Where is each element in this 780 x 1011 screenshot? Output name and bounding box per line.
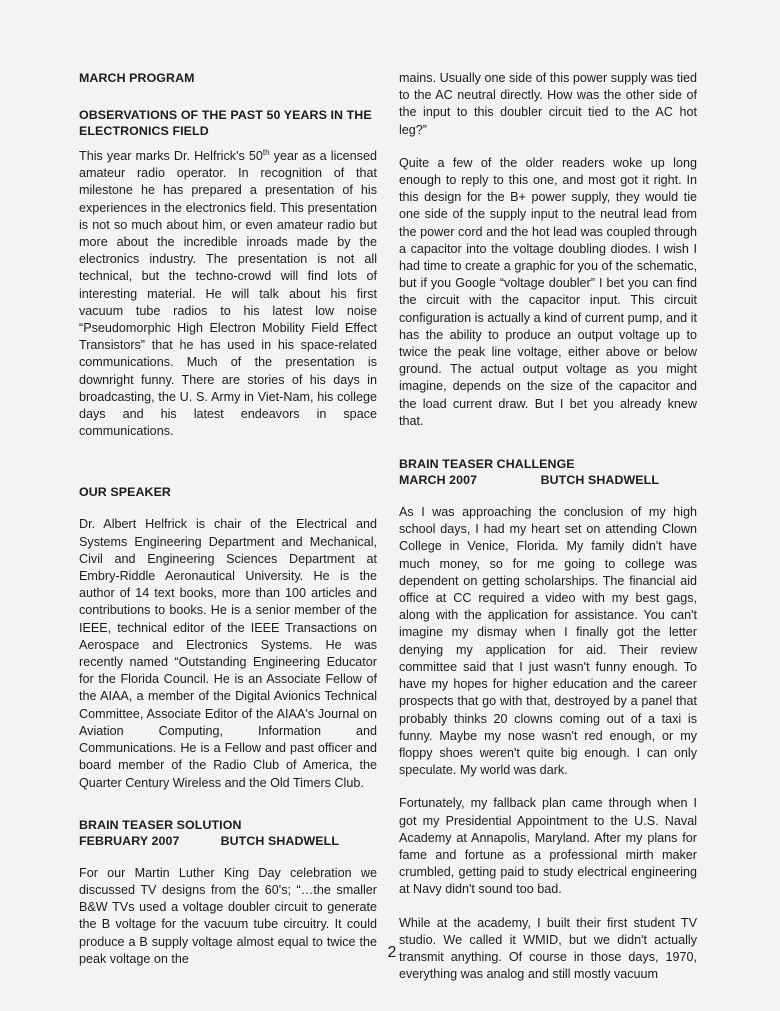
page-number: 2: [387, 944, 397, 961]
solution-paragraph: For our Martin Luther King Day celebration we discussed TV designs from the 60's; “…the smaller B&W TVs used a voltage doubler circuit to generate the B voltage for the vacuum tube circuitry. It could produce a B supply voltage almost equal to twice the peak voltage on the: [79, 865, 377, 966]
challenge-author: BUTCH SHADWELL: [540, 473, 659, 488]
observations-paragraph: [79, 148, 377, 440]
our-speaker-heading: OUR SPEAKER: [79, 485, 171, 500]
observations-text-rest: year as a licensed amateur radio operator. In recognition of that milestone he has prepared a presentation of his experiences in the electronics field. This presentation is not so much about him, or even amateur radio but more about the incredible inroads made by the electronics industry. The presentation is not all technical, but the techno-crowd will find lots of interesting material. He will talk about his first vacuum tube radios to his latest low noise “Pseudomorphic High Electron Mobility Field Effect Transistors” that he has used in his space-related communications. Much of the presentation is downright funny. There are stories of his days in broadcasting, the U. S. Army in Viet-Nam, his college days and his latest endeavors in space communications.: [79, 149, 377, 439]
ordinal-suffix: th: [262, 147, 270, 157]
march-program-heading: MARCH PROGRAM: [79, 71, 195, 85]
right-column: [399, 70, 697, 983]
solution-date: FEBRUARY 2007: [79, 833, 180, 848]
solution-byline: [79, 833, 377, 849]
observations-heading: OBSERVATIONS OF THE PAST 50 YEARS IN THE ELECTRONICS FIELD: [79, 108, 372, 138]
brain-teaser-challenge-heading: BRAIN TEASER CHALLENGE: [399, 457, 575, 472]
challenge-paragraph-3: While at the academy, I built their first student TV studio. We called it WMID, but we didn't actually transmit anything. Of course in those days, 1970, everything was analog and still mostly vacuum: [399, 915, 697, 982]
solution-author: BUTCH SHADWELL: [220, 833, 339, 848]
observations-text-start: This year marks Dr. Helfrick's 50: [79, 149, 263, 163]
solution-continued-paragraph: mains. Usually one side of this power supply was tied to the AC neutral directly. How was the other side of the input to this doubler circuit tied to the AC hot leg?”: [399, 71, 697, 137]
speaker-paragraph: Dr. Albert Helfrick is chair of the Electrical and Systems Engineering Department and Mechanical, Civil and Engineering Sciences Department at Embry-Riddle Aeronautical University. He is the author of 14 text books, more than 100 articles and contributions to books. He is a senior member of the IEEE, technical editor of the IEEE Transactions on Aerospace and Electronics Systems. He was recently named “Outstanding Engineering Educator for the Florida Council. He is an Associate Fellow of the AIAA, a member of the Digital Avionics Technical Committee, Associate Editor of the AIAA's Journal on Aviation Computing, Information and Communications. He is a Fellow and past officer and board member of the Radio Club of America, the Quarter Century Wireless and the Old Timers Club.: [79, 517, 377, 790]
challenge-paragraph-2: Fortunately, my fallback plan came through when I got my Presidential Appointment to the U.S. Naval Academy at Annapolis, Maryland. After my plans for fame and fortune as a professional mirth maker crumbled, getting paid to study electrical engineering at Navy didn't sound too bad.: [399, 796, 697, 897]
challenge-byline: [399, 472, 697, 488]
challenge-paragraph-1: As I was approaching the conclusion of my high school days, I had my heart set on attending Clown College in Venice, Florida. My family didn't have much money, so for me going to college was dependent on getting scholarships. The financial aid office at CC required a video with my best gags, along with the application for assistance. You can't imagine my dismay when I finally got the letter denying my application for aid. Their review committee said that I just wasn't funny enough. To have my hopes for higher education and the career prospects that go with that, destroyed by a panel that probably thinks 20 clowns coming out of a taxi is funny. Maybe my nose wasn't red enough, or my floppy shoes weren't quite big enough. I can only speculate. My world was dark.: [399, 505, 697, 778]
brain-teaser-solution-heading: BRAIN TEASER SOLUTION: [79, 817, 242, 832]
solution-answer-paragraph: Quite a few of the older readers woke up long enough to reply to this one, and most got it right. In this design for the B+ power supply, they would tie one side of the supply input to the neutral lead from the power cord and the hot lead was coupled through a capacitor into the voltage doubling diodes. I wish I had time to create a graphic for you of the schematic, but if you Google “voltage doubler” I bet you can find the circuit with the capacitor input. This circuit configuration is actually a kind of current pump, and it has the ability to produce an output voltage up to twice the peak line voltage, either above or below ground. The actual output voltage as you might imagine, depends on the size of the capacitor and the load current draw. But I bet you already knew that.: [399, 155, 697, 428]
left-column: [79, 70, 377, 968]
challenge-date: MARCH 2007: [399, 473, 478, 488]
